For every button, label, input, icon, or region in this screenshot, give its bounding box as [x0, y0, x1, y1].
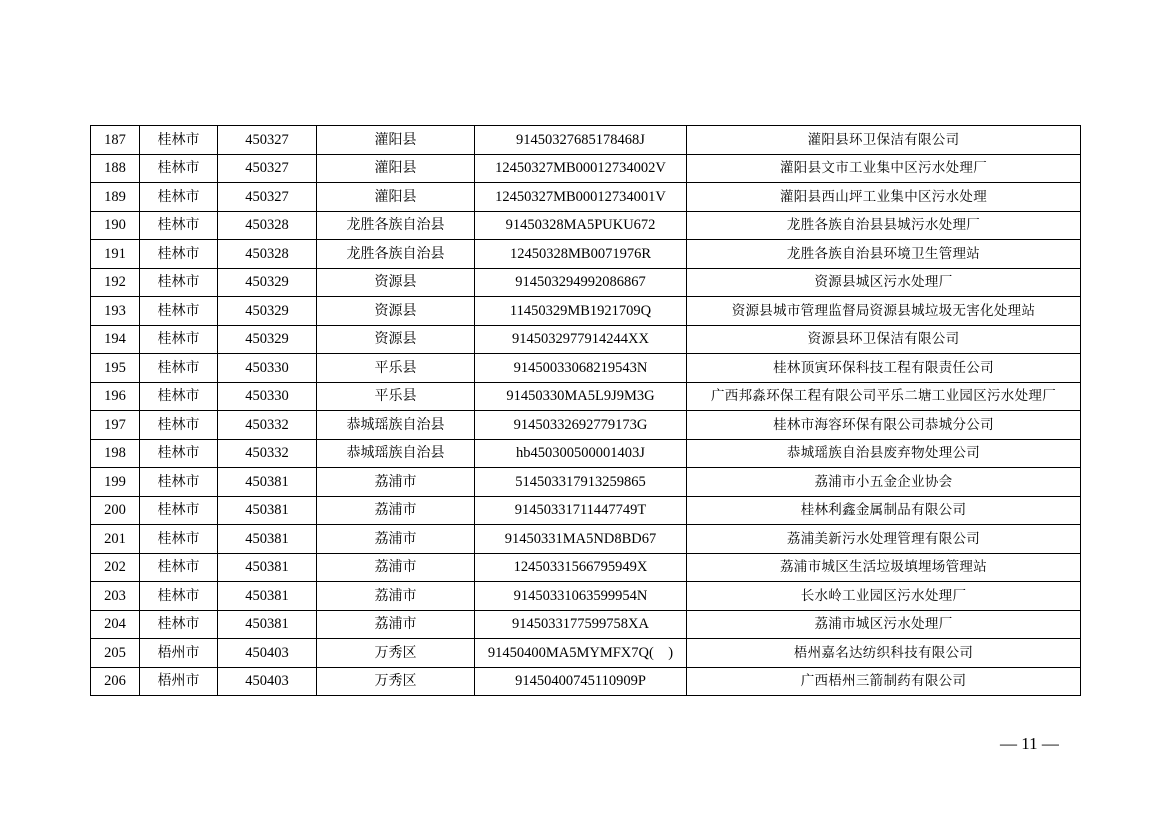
cell-region-code: 450381 — [218, 553, 317, 582]
cell-city: 桂林市 — [140, 525, 218, 554]
table-row — [91, 411, 1081, 440]
cell-serial-number: 204 — [91, 610, 140, 639]
cell-serial-number: 189 — [91, 183, 140, 212]
cell-credit-code: 91450327685178468J — [475, 126, 687, 155]
cell-enterprise-name: 恭城瑶族自治县废弃物处理公司 — [687, 439, 1081, 468]
cell-enterprise-name: 灌阳县环卫保洁有限公司 — [687, 126, 1081, 155]
cell-county: 平乐县 — [317, 354, 475, 383]
cell-enterprise-name: 资源县城区污水处理厂 — [687, 268, 1081, 297]
cell-region-code: 450332 — [218, 439, 317, 468]
cell-county: 资源县 — [317, 325, 475, 354]
cell-serial-number: 203 — [91, 582, 140, 611]
cell-county: 灌阳县 — [317, 154, 475, 183]
cell-county: 万秀区 — [317, 639, 475, 668]
cell-city: 桂林市 — [140, 582, 218, 611]
cell-enterprise-name: 荔浦美新污水处理管理有限公司 — [687, 525, 1081, 554]
cell-region-code: 450327 — [218, 126, 317, 155]
cell-serial-number: 192 — [91, 268, 140, 297]
cell-county: 荔浦市 — [317, 525, 475, 554]
cell-region-code: 450381 — [218, 468, 317, 497]
cell-city: 桂林市 — [140, 496, 218, 525]
cell-enterprise-name: 资源县城市管理监督局资源县城垃圾无害化处理站 — [687, 297, 1081, 326]
cell-region-code: 450403 — [218, 639, 317, 668]
cell-credit-code: 91450400MA5MYMFX7Q( ) — [475, 639, 687, 668]
cell-region-code: 450330 — [218, 354, 317, 383]
cell-serial-number: 193 — [91, 297, 140, 326]
table-body — [91, 126, 1081, 696]
cell-region-code: 450329 — [218, 297, 317, 326]
cell-credit-code: hb450300500001403J — [475, 439, 687, 468]
cell-enterprise-name: 灌阳县西山坪工业集中区污水处理 — [687, 183, 1081, 212]
cell-county: 平乐县 — [317, 382, 475, 411]
cell-city: 桂林市 — [140, 610, 218, 639]
table-row — [91, 183, 1081, 212]
cell-enterprise-name: 龙胜各族自治县县城污水处理厂 — [687, 211, 1081, 240]
cell-enterprise-name: 资源县环卫保洁有限公司 — [687, 325, 1081, 354]
cell-serial-number: 201 — [91, 525, 140, 554]
cell-serial-number: 197 — [91, 411, 140, 440]
cell-credit-code: 514503317913259865 — [475, 468, 687, 497]
cell-credit-code: 11450329MB1921709Q — [475, 297, 687, 326]
cell-serial-number: 199 — [91, 468, 140, 497]
cell-city: 桂林市 — [140, 468, 218, 497]
enterprise-list-table — [90, 125, 1081, 696]
table-row — [91, 297, 1081, 326]
cell-credit-code: 91450033068219543N — [475, 354, 687, 383]
cell-city: 桂林市 — [140, 297, 218, 326]
cell-credit-code: 91450400745110909P — [475, 667, 687, 696]
cell-county: 荔浦市 — [317, 582, 475, 611]
cell-county: 恭城瑶族自治县 — [317, 411, 475, 440]
cell-credit-code: 91450330MA5L9J9M3G — [475, 382, 687, 411]
cell-city: 桂林市 — [140, 411, 218, 440]
table-row — [91, 496, 1081, 525]
table-row — [91, 382, 1081, 411]
cell-city: 梧州市 — [140, 639, 218, 668]
cell-credit-code: 12450327MB00012734002V — [475, 154, 687, 183]
table-row — [91, 639, 1081, 668]
cell-city: 桂林市 — [140, 553, 218, 582]
cell-region-code: 450332 — [218, 411, 317, 440]
cell-serial-number: 202 — [91, 553, 140, 582]
cell-serial-number: 191 — [91, 240, 140, 269]
cell-city: 桂林市 — [140, 325, 218, 354]
cell-enterprise-name: 桂林利鑫金属制品有限公司 — [687, 496, 1081, 525]
cell-county: 荔浦市 — [317, 610, 475, 639]
cell-city: 桂林市 — [140, 354, 218, 383]
cell-region-code: 450381 — [218, 496, 317, 525]
cell-city: 梧州市 — [140, 667, 218, 696]
cell-city: 桂林市 — [140, 211, 218, 240]
cell-enterprise-name: 龙胜各族自治县环境卫生管理站 — [687, 240, 1081, 269]
cell-enterprise-name: 荔浦市城区污水处理厂 — [687, 610, 1081, 639]
table-row — [91, 610, 1081, 639]
table-row — [91, 240, 1081, 269]
cell-credit-code: 91450331711447749T — [475, 496, 687, 525]
cell-county: 龙胜各族自治县 — [317, 240, 475, 269]
cell-county: 荔浦市 — [317, 468, 475, 497]
table-row — [91, 667, 1081, 696]
table-row — [91, 525, 1081, 554]
cell-region-code: 450327 — [218, 154, 317, 183]
table-row — [91, 325, 1081, 354]
cell-serial-number: 205 — [91, 639, 140, 668]
table-row — [91, 268, 1081, 297]
cell-county: 恭城瑶族自治县 — [317, 439, 475, 468]
cell-serial-number: 187 — [91, 126, 140, 155]
cell-county: 灌阳县 — [317, 126, 475, 155]
cell-credit-code: 914503294992086867 — [475, 268, 687, 297]
cell-credit-code: 12450327MB00012734001V — [475, 183, 687, 212]
cell-region-code: 450329 — [218, 325, 317, 354]
cell-city: 桂林市 — [140, 240, 218, 269]
table-row — [91, 553, 1081, 582]
cell-county: 荔浦市 — [317, 496, 475, 525]
cell-credit-code: 9145032977914244XX — [475, 325, 687, 354]
cell-region-code: 450403 — [218, 667, 317, 696]
cell-serial-number: 198 — [91, 439, 140, 468]
cell-city: 桂林市 — [140, 382, 218, 411]
cell-credit-code: 91450331063599954N — [475, 582, 687, 611]
cell-credit-code: 12450331566795949X — [475, 553, 687, 582]
cell-region-code: 450327 — [218, 183, 317, 212]
cell-region-code: 450381 — [218, 610, 317, 639]
table-row — [91, 354, 1081, 383]
cell-county: 荔浦市 — [317, 553, 475, 582]
cell-region-code: 450330 — [218, 382, 317, 411]
cell-enterprise-name: 灌阳县文市工业集中区污水处理厂 — [687, 154, 1081, 183]
table-row — [91, 154, 1081, 183]
cell-county: 资源县 — [317, 297, 475, 326]
cell-enterprise-name: 荔浦市城区生活垃圾填埋场管理站 — [687, 553, 1081, 582]
cell-serial-number: 190 — [91, 211, 140, 240]
cell-city: 桂林市 — [140, 183, 218, 212]
cell-county: 灌阳县 — [317, 183, 475, 212]
table-row — [91, 468, 1081, 497]
cell-credit-code: 91450332692779173G — [475, 411, 687, 440]
cell-region-code: 450381 — [218, 582, 317, 611]
cell-credit-code: 91450328MA5PUKU672 — [475, 211, 687, 240]
cell-enterprise-name: 广西邦淼环保工程有限公司平乐二塘工业园区污水处理厂 — [687, 382, 1081, 411]
cell-region-code: 450328 — [218, 240, 317, 269]
cell-credit-code: 12450328MB0071976R — [475, 240, 687, 269]
cell-serial-number: 196 — [91, 382, 140, 411]
cell-serial-number: 200 — [91, 496, 140, 525]
cell-county: 龙胜各族自治县 — [317, 211, 475, 240]
cell-enterprise-name: 荔浦市小五金企业协会 — [687, 468, 1081, 497]
cell-city: 桂林市 — [140, 439, 218, 468]
cell-credit-code: 9145033177599758XA — [475, 610, 687, 639]
cell-serial-number: 195 — [91, 354, 140, 383]
cell-enterprise-name: 桂林顶寅环保科技工程有限责任公司 — [687, 354, 1081, 383]
cell-region-code: 450328 — [218, 211, 317, 240]
table-row — [91, 582, 1081, 611]
cell-city: 桂林市 — [140, 126, 218, 155]
cell-serial-number: 206 — [91, 667, 140, 696]
table-row — [91, 439, 1081, 468]
cell-serial-number: 194 — [91, 325, 140, 354]
cell-city: 桂林市 — [140, 268, 218, 297]
cell-enterprise-name: 梧州嘉名达纺织科技有限公司 — [687, 639, 1081, 668]
cell-city: 桂林市 — [140, 154, 218, 183]
table-row — [91, 211, 1081, 240]
cell-serial-number: 188 — [91, 154, 140, 183]
cell-county: 万秀区 — [317, 667, 475, 696]
cell-region-code: 450381 — [218, 525, 317, 554]
cell-enterprise-name: 广西梧州三箭制药有限公司 — [687, 667, 1081, 696]
page-number: — 11 — — [1000, 734, 1059, 753]
table-row — [91, 126, 1081, 155]
cell-region-code: 450329 — [218, 268, 317, 297]
cell-enterprise-name: 桂林市海容环保有限公司恭城分公司 — [687, 411, 1081, 440]
cell-enterprise-name: 长水岭工业园区污水处理厂 — [687, 582, 1081, 611]
cell-county: 资源县 — [317, 268, 475, 297]
cell-credit-code: 91450331MA5ND8BD67 — [475, 525, 687, 554]
